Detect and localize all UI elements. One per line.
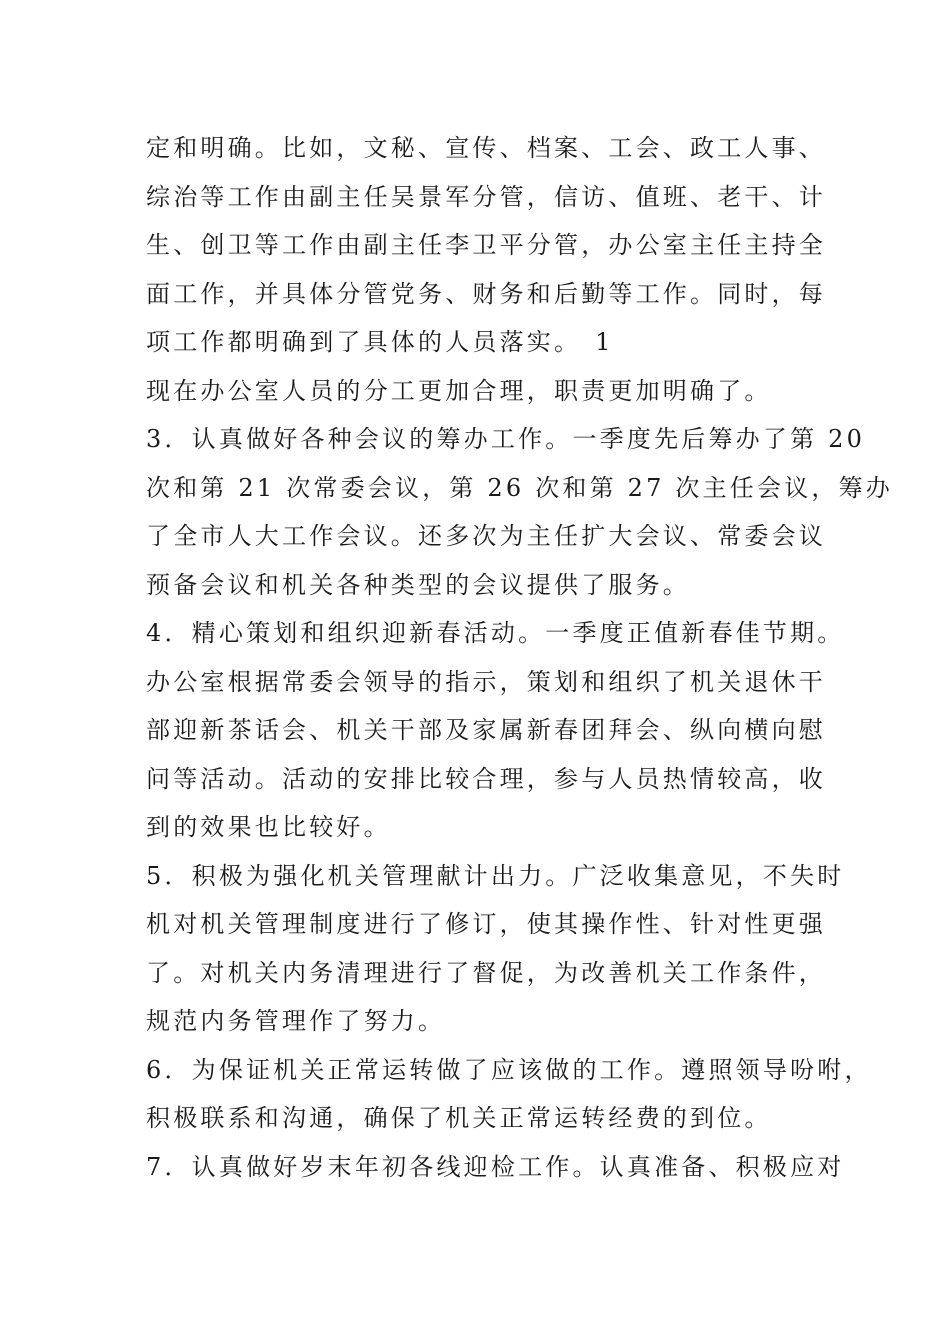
text-line: 部迎新茶话会、机关干部及家属新春团拜会、纵向横向慰: [146, 716, 826, 744]
text-line: 3．认真做好各种会议的筹办工作。一季度先后筹办了第 20: [146, 425, 866, 453]
text-line: 办公室根据常委会领导的指示，策划和组织了机关退休干: [146, 667, 826, 696]
text-line: 到的效果也比较好。: [146, 813, 391, 841]
document-body: [146, 124, 893, 1191]
text-line: 5．积极为强化机关管理献计出力。广泛收集意见，不失时: [146, 861, 845, 890]
text-line: 项工作都明确到了具体的人员落实。: [146, 328, 582, 356]
text-line-with-page-number: [146, 318, 826, 367]
text-line: 7．认真做好岁末年初各线迎检工作。认真准备、积极应对: [146, 1152, 845, 1181]
text-line: 6．为保证机关正常运转做了应该做的工作。遵照领导吩咐，: [146, 1055, 872, 1084]
text-line: 4．精心策划和组织迎新春活动。一季度正值新春佳节期。: [146, 619, 845, 647]
text-line: 现在办公室人员的分工更加合理，职责更加明确了。: [146, 376, 772, 405]
text-line: 次和第 21 次常委会议，第 26 次和第 27 次主任会议，筹办: [146, 473, 893, 502]
text-line: 预备会议和机关各种类型的会议提供了服务。: [146, 570, 690, 599]
text-line: 机对机关管理制度进行了修订，使其操作性、针对性更强: [146, 910, 826, 938]
text-line: 定和明确。比如，文秘、宣传、档案、工会、政工人事、: [146, 134, 826, 162]
text-line: 了全市人大工作会议。还多次为主任扩大会议、常委会议: [146, 522, 826, 550]
text-line: 生、创卫等工作由副主任李卫平分管，办公室主任主持全: [146, 231, 826, 259]
text-line: 积极联系和沟通，确保了机关正常运转经费的到位。: [146, 1104, 772, 1132]
text-line: 问等活动。活动的安排比较合理，参与人员热情较高，收: [146, 764, 826, 793]
text-line: 综治等工作由副主任吴景军分管，信访、值班、老干、计: [146, 182, 826, 211]
page-number: 1: [595, 328, 611, 356]
text-line: 了。对机关内务清理进行了督促，为改善机关工作条件，: [146, 958, 826, 987]
text-line: 面工作，并具体分管党务、财务和后勤等工作。同时，每: [146, 279, 826, 308]
text-line: 规范内务管理作了努力。: [146, 1007, 446, 1035]
